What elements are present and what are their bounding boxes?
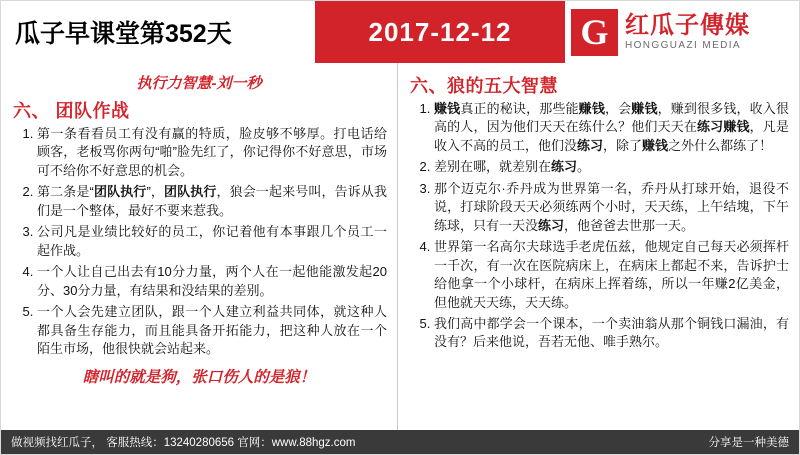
- brand-text: [625, 13, 750, 51]
- list-item: 2. 差别在哪，就差别在练习。: [434, 158, 789, 176]
- list-item: 3. 公司凡是业绩比较好的员工，你记着他有本事跟几个员工一起作战。: [37, 223, 387, 260]
- list-item: 4. 世界第一名高尔夫球选手老虎伍兹，他规定自己每天必须挥杆一千次，有一次在医院病床上，在病床上都起不来，告诉护士给他拿一个小球杆，在病床上挥着练，所以一年赚2亿美金，但他就天天练，天天练。: [434, 238, 789, 312]
- left-section-heading: 六、 团队作战: [13, 101, 130, 121]
- content-columns: [1, 63, 799, 430]
- brand-name-en: HONGGUAZI MEDIA: [625, 40, 742, 52]
- list-item: 4. 一个人让自己出去有10分力量，两个人在一起他能激发起20分、30分力量，有结果和没结果的差别。: [37, 263, 387, 300]
- left-quote: 瞎叫的就是狗，张口伤人的是狼！: [82, 369, 316, 387]
- right-list: [408, 100, 789, 352]
- footer-slogan: 分享是一种美德: [708, 437, 789, 449]
- list-item: 1. 赚钱真正的秘诀，那些能赚钱，会赚钱，赚到很多钱，收入很高的人，因为他们天天在练什么？他们天天在练习赚钱，凡是收入不高的员工，他们没练习，除了赚钱之外什么都练了！: [434, 100, 789, 155]
- right-section-heading: 六、狼的五大智慧: [410, 76, 558, 96]
- page-title: 瓜子早课堂第352天: [15, 20, 232, 48]
- list-item: 3. 那个迈克尔·乔丹成为世界第一名，乔丹从打球开始，退役不说，打球阶段天天必须练两个小时，天天练，上午结塊，下午练球，只有一天没练习，他爸爸去世那一天。: [434, 180, 789, 235]
- left-subtitle: 执行力智慧-刘一秒: [136, 75, 262, 92]
- brand-name-cn: 红瓜子傳媒: [625, 11, 750, 39]
- list-item: 1. 第一条看看员工有没有赢的特质，脸皮够不够厚。打电话给顾客，老板骂你两句“啪”脸先红了，你记得你不好意思，市场可不给你不好意思的机会。: [37, 125, 387, 180]
- list-item: 2. 第二条是“团队执行”，团队执行，狼会一起来号叫，告诉从我们是一个整体，最好不要来惹我。: [37, 183, 387, 220]
- logo-g-icon: G: [571, 9, 618, 56]
- right-column: [397, 63, 799, 430]
- header: [1, 1, 799, 63]
- list-item: 5. 一个人会先建立团队，跟一个人建立利益共同体，就这种人都具备生存能力，而且能具备开拓能力，把这种人放在一个陌生市场，他很快就会站起来。: [37, 303, 387, 358]
- footer-bar: [1, 430, 799, 454]
- left-column: [1, 63, 397, 430]
- footer-contact: 做视频找红瓜子， 客服热线：13240280656 官网：www.88hgz.com: [11, 437, 356, 449]
- left-list: [11, 125, 387, 358]
- date-banner: [315, 1, 565, 63]
- list-item: 5. 我们高中都学会一个课本，一个卖油翁从那个铜钱口漏油，有没有？后来他说，吾若无他、唯手熟尔。: [434, 315, 789, 352]
- brand-logo: [565, 1, 799, 63]
- date-text: 2017-12-12: [368, 16, 512, 47]
